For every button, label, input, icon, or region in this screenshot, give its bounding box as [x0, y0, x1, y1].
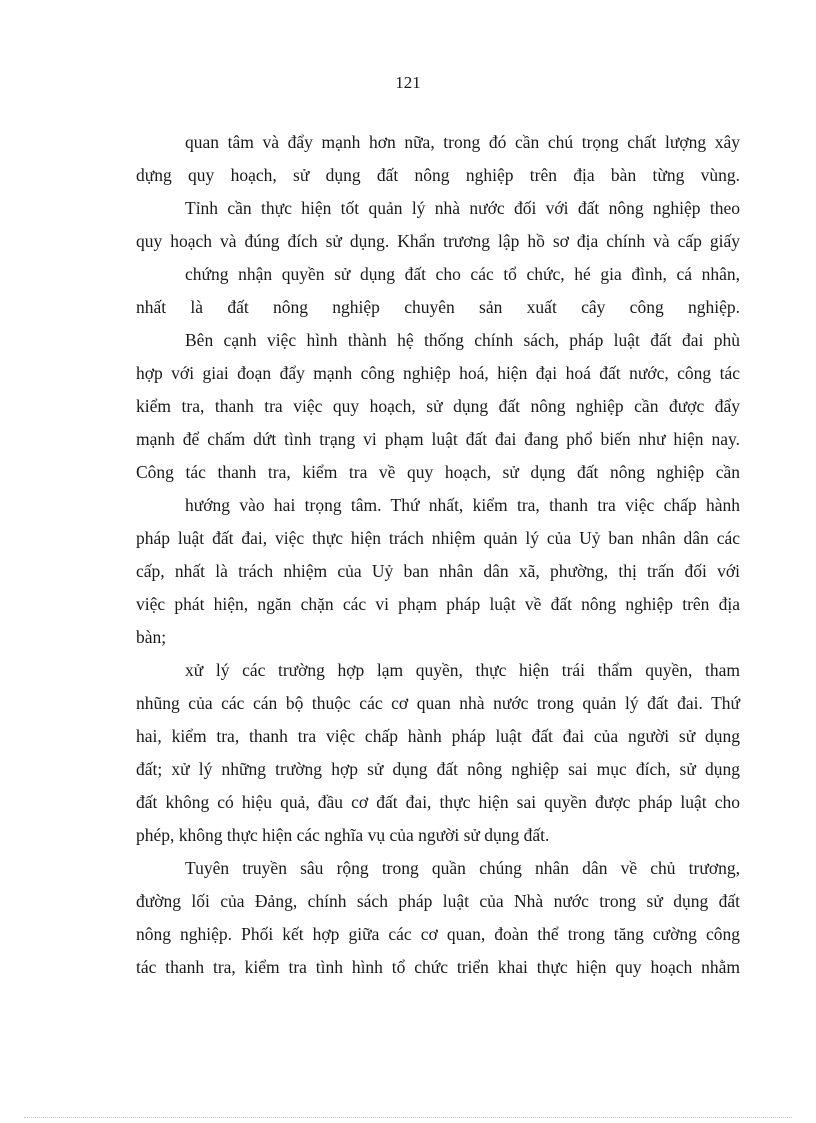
text-line: phép, không thực hiện các nghĩa vụ của người sử dụng đất. — [136, 825, 550, 845]
text-line: Tỉnh cần thực hiện tốt quản lý nhà nước đối với đất nông nghiệp theo — [185, 198, 740, 218]
text-line: việc phát hiện, ngăn chặn các vi phạm pháp luật về đất nông nghiệp trên địa — [136, 594, 740, 614]
text-line: nhũng của các cán bộ thuộc các cơ quan nhà nước trong quản lý đất đai. Thứ — [136, 693, 740, 713]
text-line: quy hoạch và đúng đích sử dụng. Khẩn trương lập hồ sơ địa chính và cấp giấy — [136, 231, 740, 251]
text-line: nông nghiệp. Phối kết hợp giữa các cơ quan, đoàn thể trong tăng cường công — [136, 924, 740, 944]
text-line: đất; xử lý những trường hợp sử dụng đất nông nghiệp sai mục đích, sử dụng — [136, 759, 740, 779]
text-line: đường lối của Đảng, chính sách pháp luật của Nhà nước trong sử dụng đất — [136, 891, 740, 911]
text-line: pháp luật đất đai, việc thực hiện trách nhiệm quản lý của Uỷ ban nhân dân các — [136, 528, 740, 548]
text-line: quan tâm và đẩy mạnh hơn nữa, trong đó cần chú trọng chất lượng xây — [185, 132, 740, 152]
text-line: hướng vào hai trọng tâm. Thứ nhất, kiểm tra, thanh tra việc chấp hành — [185, 495, 740, 515]
text-line: chứng nhận quyền sử dụng đất cho các tổ chức, hé gia đình, cá nhân, — [185, 264, 740, 284]
text-line: mạnh để chấm dứt tình trạng vi phạm luật đất đai đang phổ biến như hiện nay. — [136, 429, 740, 449]
text-line: hai, kiểm tra, thanh tra việc chấp hành pháp luật đất đai của người sử dụng — [136, 726, 740, 746]
text-line: bàn; — [136, 627, 167, 647]
page-number: 121 — [395, 73, 421, 92]
text-line: xử lý các trường hợp lạm quyền, thực hiện trái thẩm quyền, tham — [185, 660, 740, 680]
text-line: tác thanh tra, kiểm tra tình hình tổ chức triển khai thực hiện quy hoạch nhằm — [136, 957, 740, 977]
page-bottom-rule — [24, 1117, 792, 1118]
text-line: Công tác thanh tra, kiểm tra về quy hoạch, sử dụng đất nông nghiệp cần — [136, 462, 740, 482]
text-line: dựng quy hoạch, sử dụng đất nông nghiệp trên địa bàn từng vùng. — [136, 165, 740, 185]
text-line: kiểm tra, thanh tra việc quy hoạch, sử dụng đất nông nghiệp cần được đẩy — [136, 396, 740, 416]
text-line: Bên cạnh việc hình thành hệ thống chính sách, pháp luật đất đai phù — [185, 330, 740, 350]
body-text — [136, 126, 740, 984]
text-line: cấp, nhất là trách nhiệm của Uỷ ban nhân dân xã, phường, thị trấn đối với — [136, 561, 740, 581]
text-line: nhất là đất nông nghiệp chuyên sản xuất cây công nghiệp. — [136, 297, 740, 317]
text-line: đất không có hiệu quả, đầu cơ đất đai, thực hiện sai quyền được pháp luật cho — [136, 792, 740, 812]
text-line: Tuyên truyền sâu rộng trong quần chúng nhân dân về chủ trương, — [185, 858, 740, 878]
text-line: hợp với giai đoạn đẩy mạnh công nghiệp hoá, hiện đại hoá đất nước, công tác — [136, 363, 740, 383]
